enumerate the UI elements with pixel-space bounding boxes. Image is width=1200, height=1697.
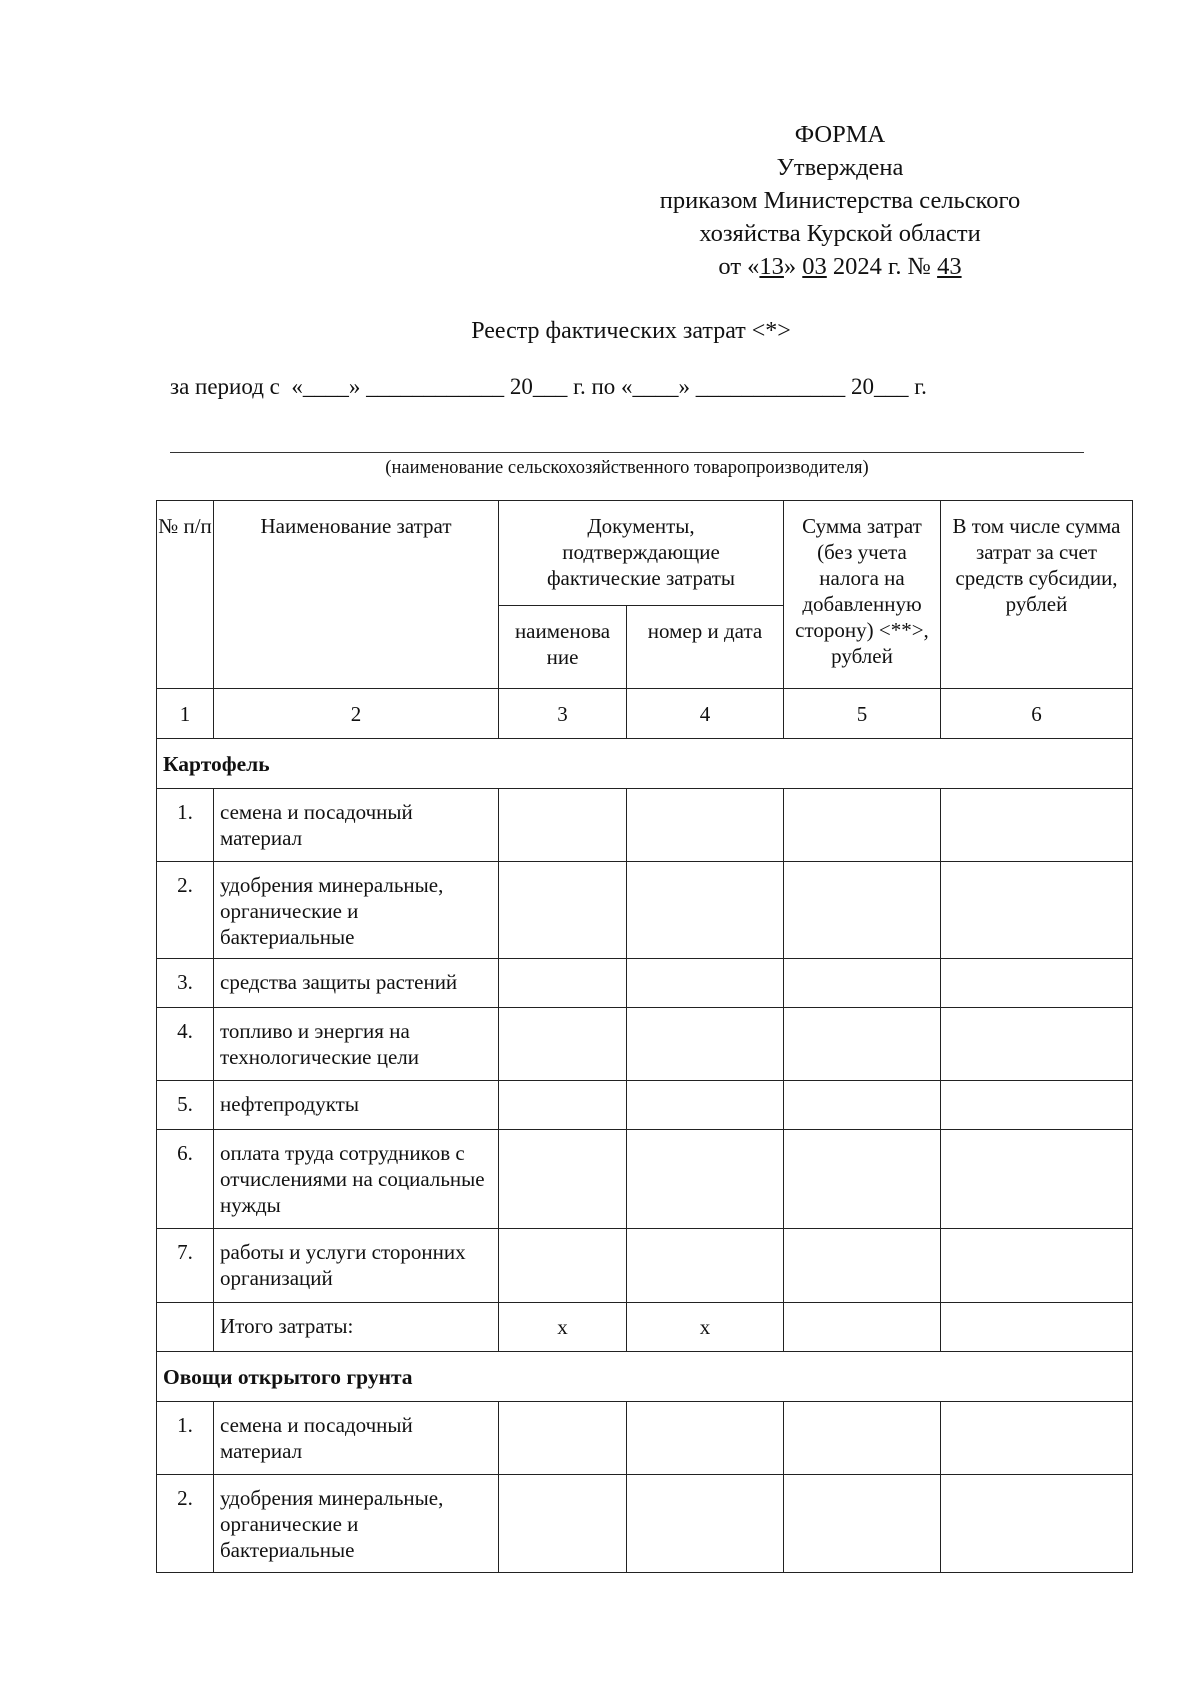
cell-doc-number-date[interactable] (627, 1081, 784, 1130)
row-cost-name: средства защиты растений (214, 959, 499, 1008)
cell-doc-name[interactable] (499, 1475, 627, 1573)
cell-sum[interactable] (784, 789, 941, 862)
date-prefix: от « (718, 253, 760, 280)
header-doc-number-date: номер и дата (627, 606, 784, 689)
cell-subsidy[interactable] (941, 959, 1133, 1008)
row-num: 4. (157, 1008, 214, 1081)
row-cost-name: удобрения минеральные, органические и бактериальные (214, 1475, 499, 1573)
row-cost-name: работы и услуги сторонних организаций (214, 1229, 499, 1303)
header-documents: Документы, подтверждающие фактические затраты (499, 501, 784, 606)
cell-sum[interactable] (784, 1008, 941, 1081)
table-row (157, 959, 1133, 1008)
order-line-2: хозяйства Курской области (699, 220, 981, 247)
cell-subsidy[interactable] (941, 1402, 1133, 1475)
col-number: 5 (784, 689, 941, 739)
row-cost-name: семена и посадочный материал (214, 1402, 499, 1475)
section-row (157, 739, 1133, 789)
column-number-row (157, 689, 1133, 739)
row-num: 5. (157, 1081, 214, 1130)
cell-doc-name[interactable] (499, 1229, 627, 1303)
period-line: за период с «____» ____________ 20___ г. по «____» _____________ 20___ г. (170, 374, 927, 399)
row-cost-name: удобрения минеральные, органические и бактериальные (214, 862, 499, 959)
section-title-potato: Картофель (157, 739, 1133, 789)
cell-subsidy[interactable] (941, 862, 1133, 959)
cell-doc-number-date[interactable] (627, 789, 784, 862)
row-num: 1. (157, 1402, 214, 1475)
cell-doc-number-date[interactable] (627, 1475, 784, 1573)
table-row (157, 1008, 1133, 1081)
header-doc-name: наименова ние (499, 606, 627, 689)
cell-doc-name[interactable] (499, 959, 627, 1008)
col-number: 2 (214, 689, 499, 739)
row-num-empty (157, 1303, 214, 1352)
row-num: 2. (157, 862, 214, 959)
cell-doc-number-date[interactable] (627, 1229, 784, 1303)
cell-doc-number-date[interactable] (627, 1130, 784, 1229)
cell-sum[interactable] (784, 1130, 941, 1229)
date-day: 13 (759, 253, 784, 280)
row-num: 6. (157, 1130, 214, 1229)
row-cost-name: семена и посадочный материал (214, 789, 499, 862)
cell-subsidy[interactable] (941, 1130, 1133, 1229)
row-num: 3. (157, 959, 214, 1008)
cell-doc-name[interactable] (499, 862, 627, 959)
total-x-mark: x (499, 1303, 627, 1352)
cell-sum[interactable] (784, 862, 941, 959)
total-x-mark: x (627, 1303, 784, 1352)
col-number: 1 (157, 689, 214, 739)
total-label: Итого затраты: (214, 1303, 499, 1352)
order-line-1: приказом Министерства сельского (659, 187, 1021, 214)
cell-doc-name[interactable] (499, 1130, 627, 1229)
header-cost-name: Наименование затрат (214, 501, 499, 689)
date-mid: » (783, 253, 803, 280)
row-cost-name: нефтепродукты (214, 1081, 499, 1130)
header-sum: Сумма затрат (без учета налога на добавленную сторону) <**>, рублей (784, 501, 941, 689)
section-title-vegetables: Овощи открытого грунта (157, 1352, 1133, 1402)
table-row (157, 1475, 1133, 1573)
table-row (157, 789, 1133, 862)
cell-sum[interactable] (784, 1229, 941, 1303)
row-cost-name: топливо и энергия на технологические цели (214, 1008, 499, 1081)
table-row (157, 862, 1133, 959)
cell-doc-number-date[interactable] (627, 959, 784, 1008)
table-row (157, 1081, 1133, 1130)
total-row (157, 1303, 1133, 1352)
cell-total-subsidy[interactable] (941, 1303, 1133, 1352)
cell-doc-name[interactable] (499, 1008, 627, 1081)
cell-subsidy[interactable] (941, 1229, 1133, 1303)
cell-subsidy[interactable] (941, 1008, 1133, 1081)
section-row (157, 1352, 1133, 1402)
table-row (157, 1229, 1133, 1303)
row-num: 1. (157, 789, 214, 862)
cell-subsidy[interactable] (941, 1475, 1133, 1573)
cell-doc-number-date[interactable] (627, 1008, 784, 1081)
col-number: 4 (627, 689, 784, 739)
row-num: 2. (157, 1475, 214, 1573)
form-label: ФОРМА (794, 121, 886, 148)
cell-total-sum[interactable] (784, 1303, 941, 1352)
row-num: 7. (157, 1229, 214, 1303)
producer-name-caption: (наименование сельскохозяйственного товаропроизводителя) (385, 458, 869, 478)
cell-doc-name[interactable] (499, 1081, 627, 1130)
document-title: Реестр фактических затрат <*> (471, 318, 791, 344)
cell-doc-number-date[interactable] (627, 862, 784, 959)
col-number: 3 (499, 689, 627, 739)
row-cost-name: оплата труда сотрудников с отчислениями на социальные нужды (214, 1130, 499, 1229)
approval-header (600, 118, 1080, 283)
header-subsidy: В том числе сумма затрат за счет средств субсидии, рублей (941, 501, 1133, 689)
header-num: № п/п (157, 501, 214, 689)
order-date-line (600, 250, 1080, 283)
approved-label: Утверждена (776, 154, 904, 181)
cell-sum[interactable] (784, 1402, 941, 1475)
cell-sum[interactable] (784, 959, 941, 1008)
producer-name-line (170, 452, 1084, 453)
table-row (157, 1402, 1133, 1475)
cell-doc-name[interactable] (499, 789, 627, 862)
col-number: 6 (941, 689, 1133, 739)
cell-doc-name[interactable] (499, 1402, 627, 1475)
cell-doc-number-date[interactable] (627, 1402, 784, 1475)
date-year: 2024 г. № (826, 253, 938, 280)
cell-subsidy[interactable] (941, 789, 1133, 862)
cost-register-table (156, 500, 1133, 1573)
cell-subsidy[interactable] (941, 1081, 1133, 1130)
cell-sum[interactable] (784, 1475, 941, 1573)
date-month: 03 (802, 253, 827, 280)
cell-sum[interactable] (784, 1081, 941, 1130)
order-number: 43 (937, 253, 962, 280)
table-row (157, 1130, 1133, 1229)
